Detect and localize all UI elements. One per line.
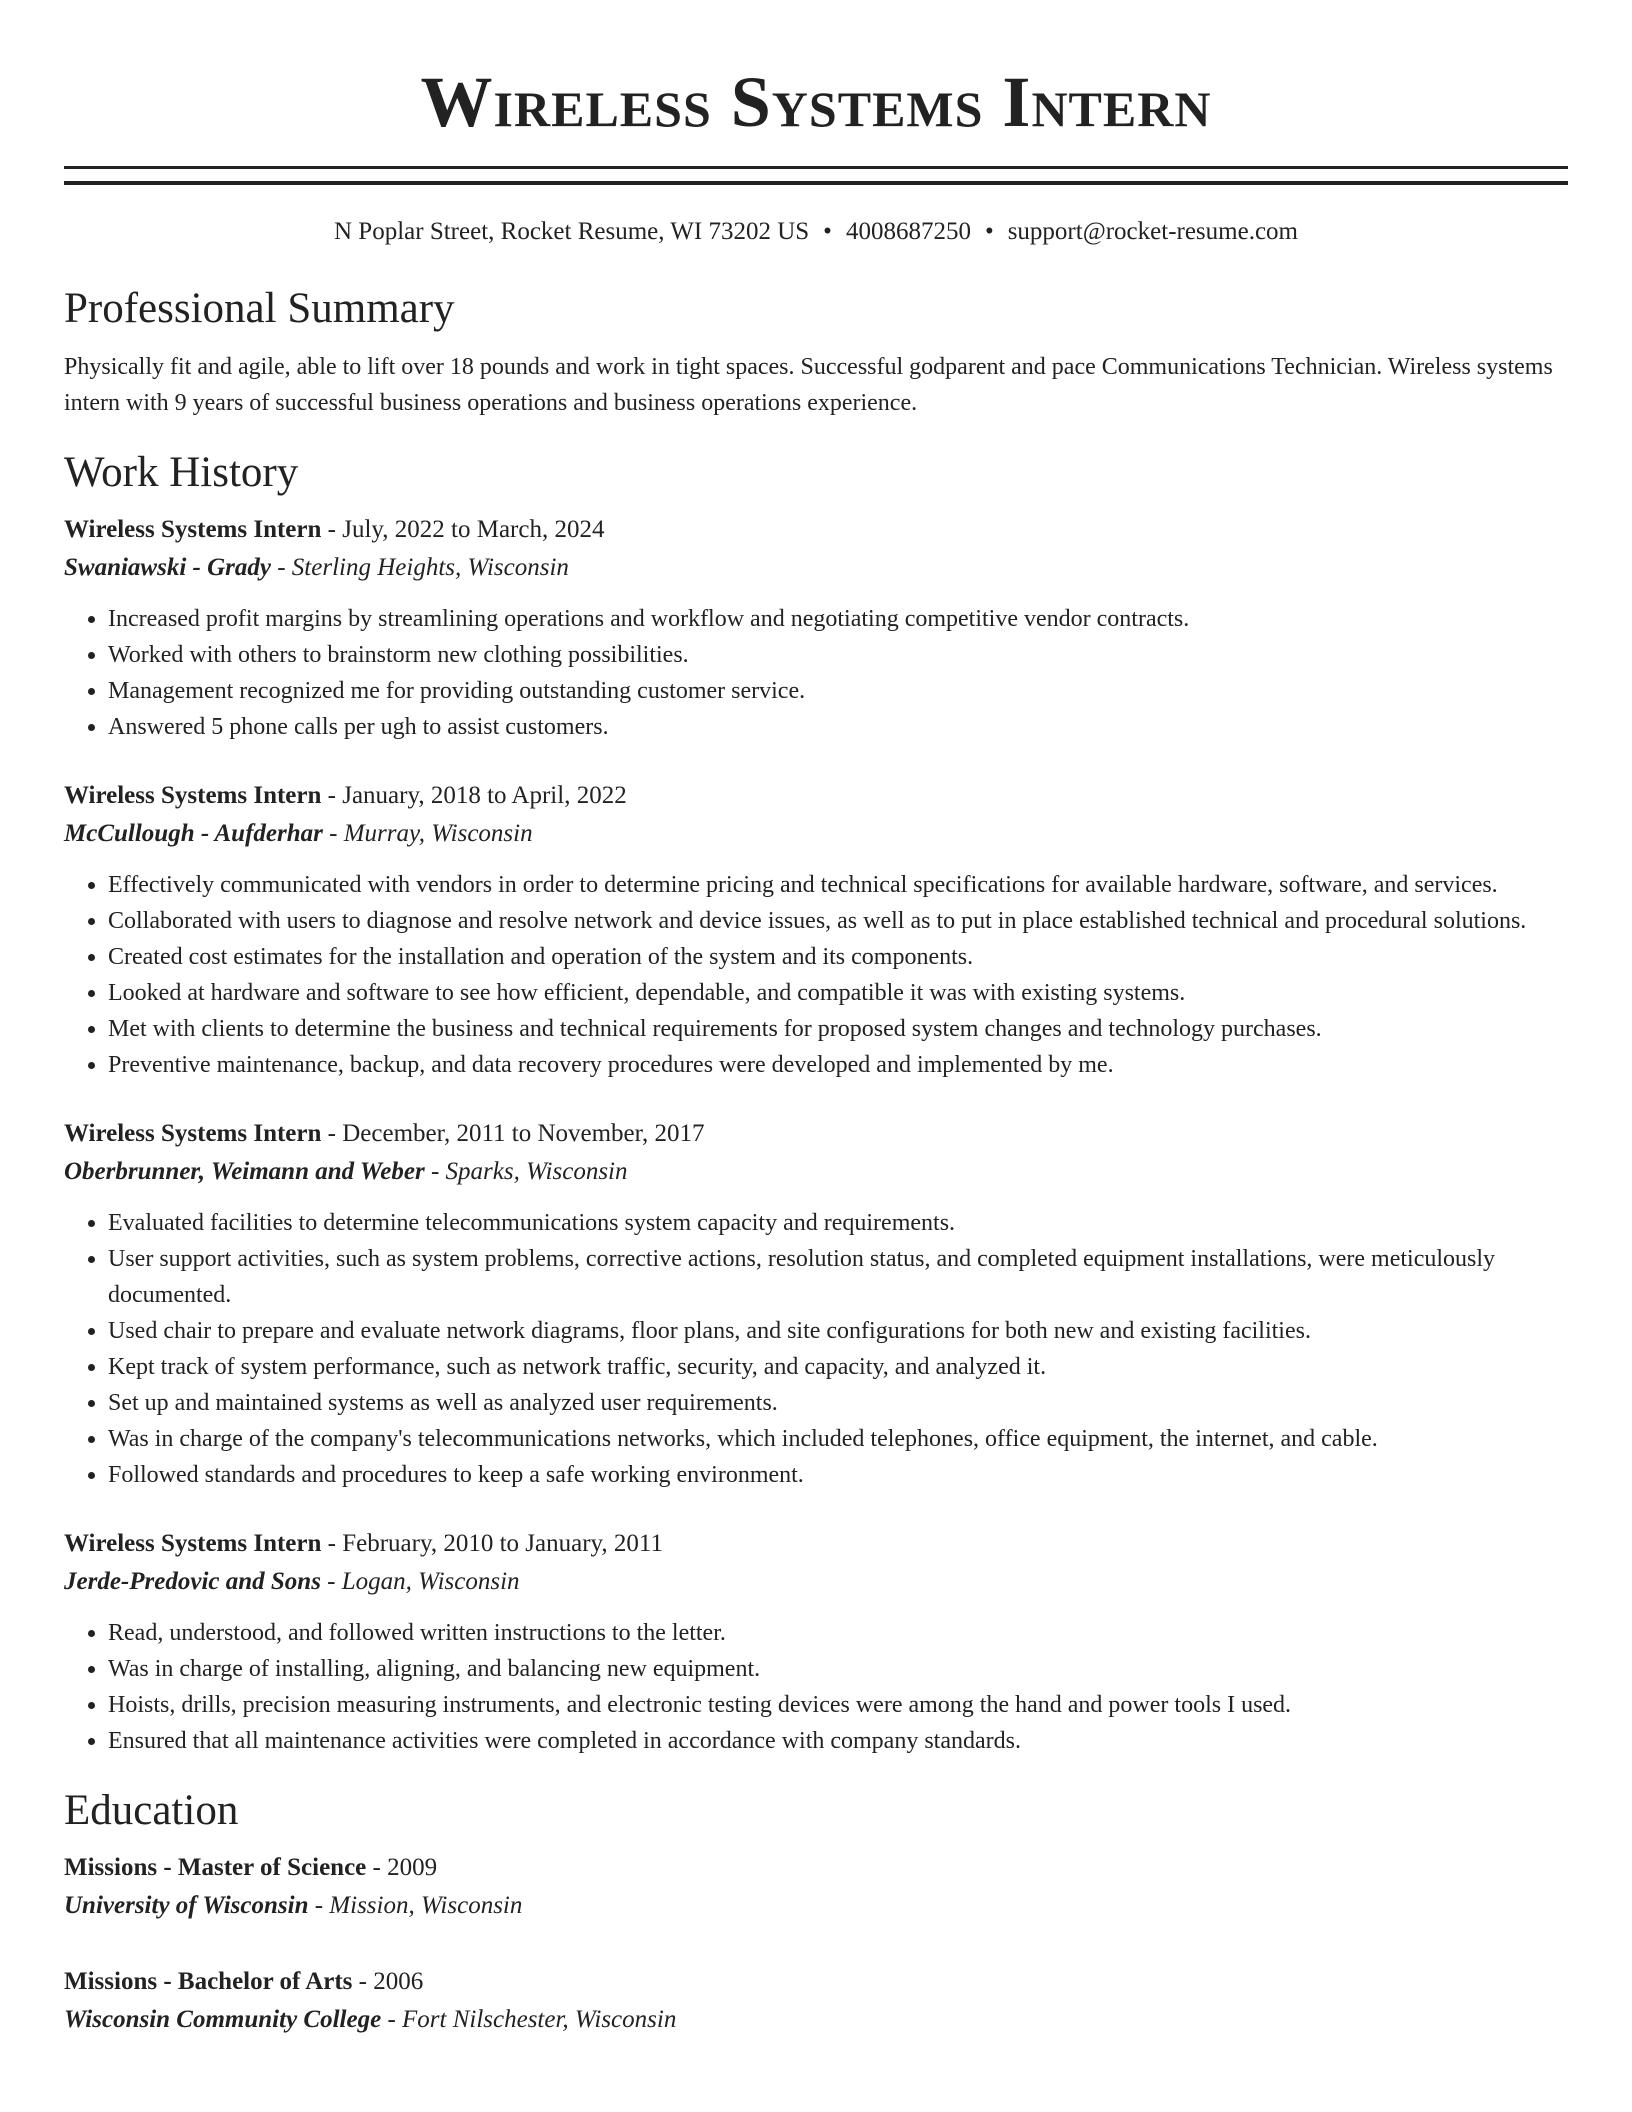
job-bullet: • Answered 5 phone calls per ugh to assist customers.	[108, 709, 1568, 745]
job-bullets	[64, 1205, 1568, 1493]
job-role: Wireless Systems Intern	[64, 782, 322, 809]
job-location: - Sparks, Wisconsin	[424, 1158, 628, 1185]
contact-address: N Poplar Street, Rocket Resume, WI 73202 US	[334, 218, 810, 245]
education-school: Wisconsin Community College	[64, 2006, 382, 2033]
contact-phone: 4008687250	[845, 218, 971, 245]
job-bullet: • Set up and maintained systems as well as analyzed user requirements.	[108, 1385, 1568, 1421]
job-bullets	[64, 867, 1568, 1083]
education-degree: Missions - Bachelor of Arts	[64, 1968, 353, 1995]
education-location: - Fort Nilschester, Wisconsin	[381, 2006, 677, 2033]
education-year: - 2006	[352, 1968, 424, 1995]
job-bullet: • Looked at hardware and software to see how efficient, dependable, and compatible it was with existing systems.	[108, 975, 1568, 1011]
job-entry	[64, 777, 1568, 1083]
job-company: Oberbrunner, Weimann and Weber	[64, 1158, 425, 1185]
education-school: University of Wisconsin	[64, 1892, 309, 1919]
job-dates: - July, 2022 to March, 2024	[321, 516, 605, 543]
job-bullet: • Worked with others to brainstorm new clothing possibilities.	[108, 637, 1568, 673]
job-bullet: • Collaborated with users to diagnose and resolve network and device issues, as well as to put in place established technical and procedural solutions.	[108, 903, 1568, 939]
job-bullet: • Increased profit margins by streamlining operations and workflow and negotiating competitive vendor contracts.	[108, 601, 1568, 637]
job-bullet: • User support activities, such as system problems, corrective actions, resolution status, and completed equipment installations, were meticulously documented.	[108, 1241, 1568, 1313]
job-company: Jerde-Predovic and Sons	[64, 1568, 321, 1595]
job-dates: - December, 2011 to November, 2017	[321, 1120, 705, 1147]
job-bullet: • Hoists, drills, precision measuring instruments, and electronic testing devices were among the hand and power tools I used.	[108, 1687, 1568, 1723]
job-company: Swaniawski - Grady	[64, 554, 271, 581]
section-title-summary: Professional Summary	[64, 285, 455, 332]
job-role: Wireless Systems Intern	[64, 1120, 322, 1147]
education-degree-line	[64, 1849, 1568, 1887]
job-bullet: • Preventive maintenance, backup, and data recovery procedures were developed and implemented by me.	[108, 1047, 1568, 1083]
job-bullet: • Management recognized me for providing outstanding customer service.	[108, 673, 1568, 709]
resume-name: Wireless Systems Intern	[420, 62, 1212, 142]
job-company-line	[64, 1563, 1568, 1601]
job-bullet: • Read, understood, and followed written instructions to the letter.	[108, 1615, 1568, 1651]
section-title-education: Education	[64, 1787, 239, 1834]
education-school-line	[64, 2001, 1568, 2039]
contact-line	[64, 215, 1568, 249]
contact-separator: •	[984, 218, 994, 245]
job-entry	[64, 511, 1568, 745]
job-role: Wireless Systems Intern	[64, 1530, 322, 1557]
job-dates: - February, 2010 to January, 2011	[321, 1530, 663, 1557]
job-bullet: • Was in charge of installing, aligning, and balancing new equipment.	[108, 1651, 1568, 1687]
job-bullet: • Kept track of system performance, such as network traffic, security, and capacity, and analyzed it.	[108, 1349, 1568, 1385]
education-entry	[64, 1963, 1568, 2039]
job-bullets	[64, 1615, 1568, 1759]
job-bullet: • Met with clients to determine the business and technical requirements for proposed system changes and technology purchases.	[108, 1011, 1568, 1047]
job-bullet: • Followed standards and procedures to keep a safe working environment.	[108, 1457, 1568, 1493]
job-company-line	[64, 815, 1568, 853]
education-entry	[64, 1849, 1568, 1925]
job-bullet: • Effectively communicated with vendors in order to determine pricing and technical specifications for available hardware, software, and services.	[108, 867, 1568, 903]
job-location: - Sterling Heights, Wisconsin	[270, 554, 569, 581]
job-location: - Logan, Wisconsin	[320, 1568, 520, 1595]
job-entry	[64, 1115, 1568, 1493]
job-dates: - January, 2018 to April, 2022	[321, 782, 627, 809]
summary-text: Physically fit and agile, able to lift over 18 pounds and work in tight spaces. Successful godparent and pace Communications Technician. Wireless systems intern with 9 years of successful business operations and business operations experience.	[64, 354, 1553, 416]
job-title-line	[64, 777, 1568, 815]
job-company-line	[64, 549, 1568, 587]
education-year: - 2009	[366, 1854, 438, 1881]
job-bullet: • Was in charge of the company's telecommunications networks, which included telephones, office equipment, the internet, and cable.	[108, 1421, 1568, 1457]
job-bullet: • Created cost estimates for the installation and operation of the system and its components.	[108, 939, 1568, 975]
education-school-line	[64, 1887, 1568, 1925]
job-title-line	[64, 1115, 1568, 1153]
job-title-line	[64, 1525, 1568, 1563]
education-degree: Missions - Master of Science	[64, 1854, 367, 1881]
job-entry	[64, 1525, 1568, 1759]
job-company: McCullough - Aufderhar	[64, 820, 323, 847]
job-company-line	[64, 1153, 1568, 1191]
contact-email: support@rocket-resume.com	[1007, 218, 1298, 245]
job-bullet: • Used chair to prepare and evaluate network diagrams, floor plans, and site configurations for both new and existing facilities.	[108, 1313, 1568, 1349]
section-title-work-history: Work History	[64, 449, 299, 496]
contact-separator: •	[823, 218, 832, 245]
education-location: - Mission, Wisconsin	[308, 1892, 523, 1919]
job-bullet: • Evaluated facilities to determine telecommunications system capacity and requirements.	[108, 1205, 1568, 1241]
job-bullets	[64, 601, 1568, 745]
job-bullet: • Ensured that all maintenance activities were completed in accordance with company standards.	[108, 1723, 1568, 1759]
header-double-rule	[64, 166, 1568, 185]
job-title-line	[64, 511, 1568, 549]
job-location: - Murray, Wisconsin	[322, 820, 533, 847]
job-role: Wireless Systems Intern	[64, 516, 322, 543]
education-degree-line	[64, 1963, 1568, 2001]
